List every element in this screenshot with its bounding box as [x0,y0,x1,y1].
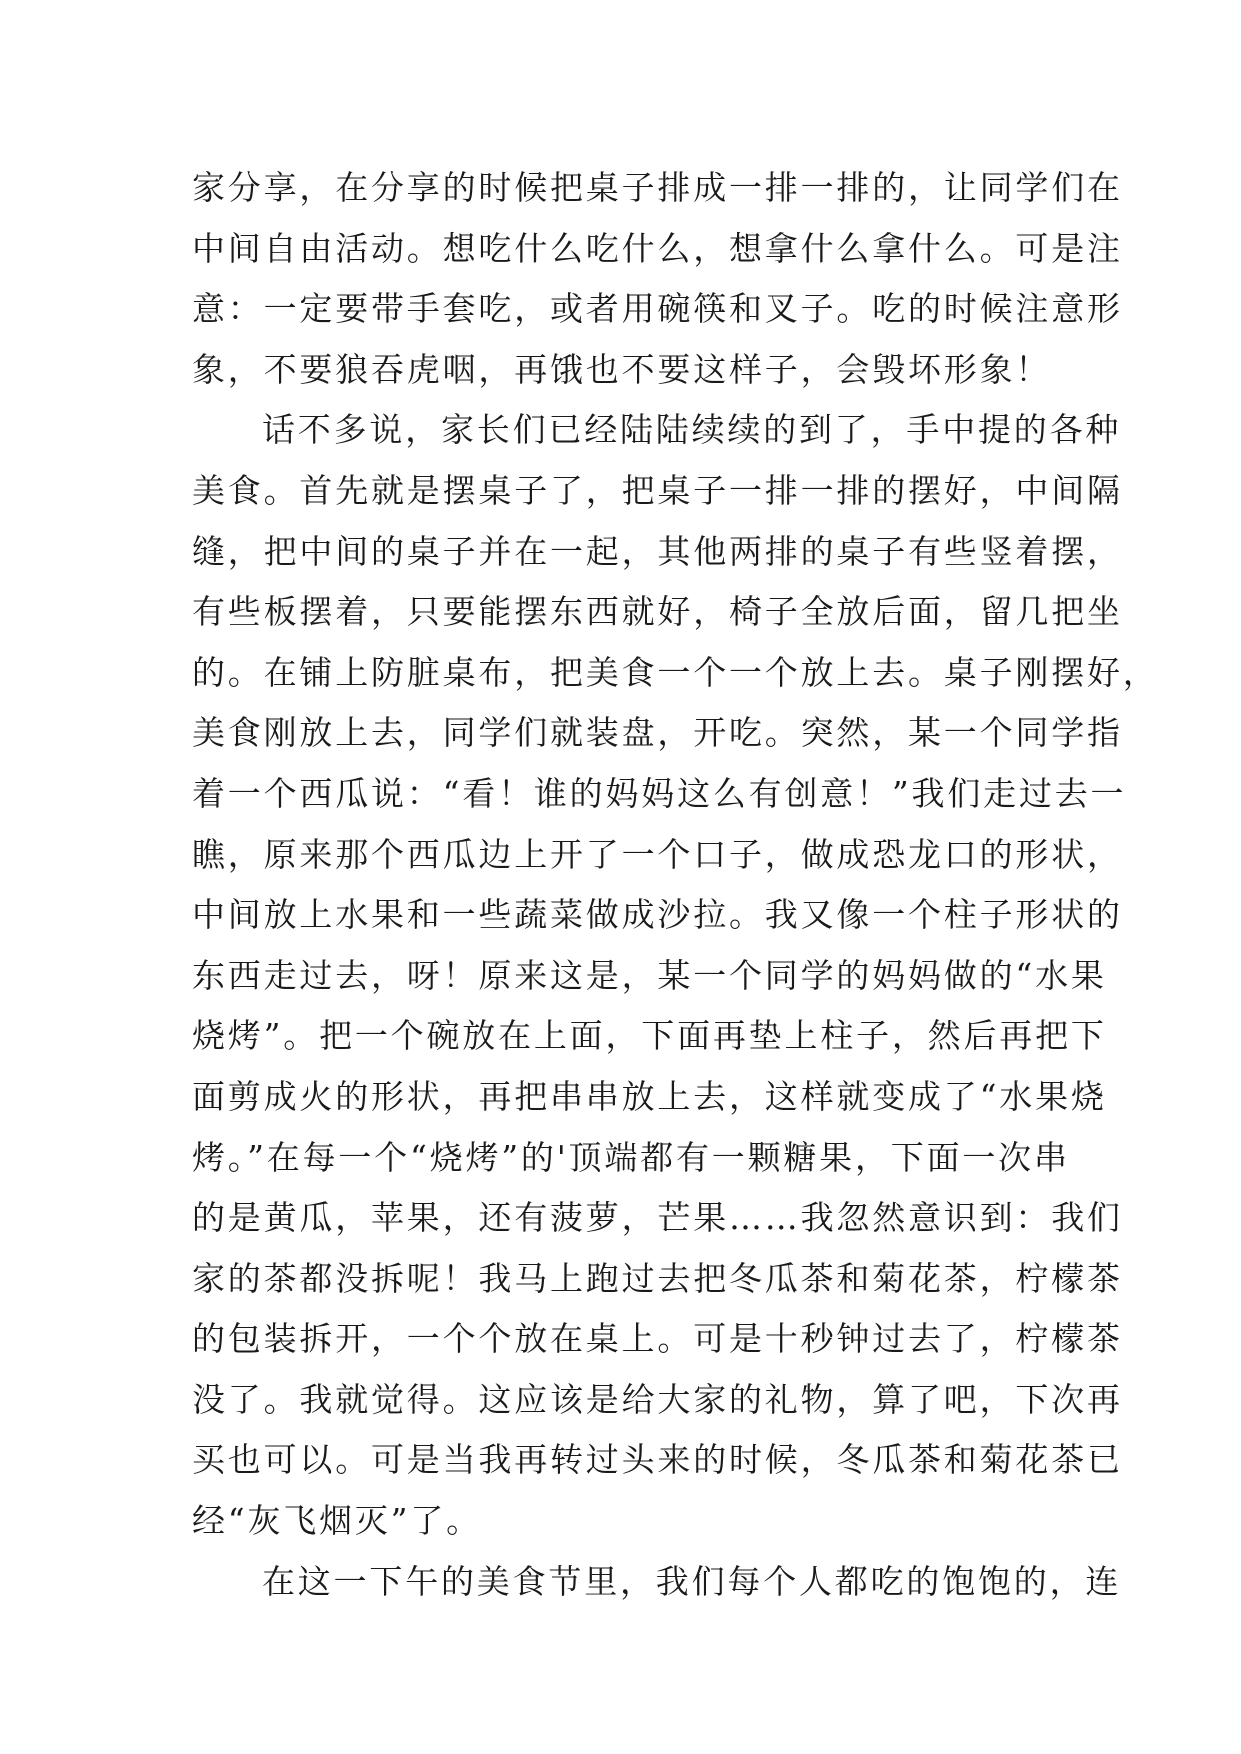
text-line: 买也可以。可是当我再转过头来的时候，冬瓜茶和菊花茶已 [192,1440,1123,1480]
text-line: 瞧，原来那个西瓜边上开了一个口子，做成恐龙口的形状， [192,834,1123,874]
text-line: 美食刚放上去，同学们就装盘，开吃。突然，某一个同学指 [192,713,1123,753]
text-line: 面剪成火的形状，再把串串放上去，这样就变成了“水果烧 [192,1076,1107,1116]
text-line: 着一个西瓜说：“看！谁的妈妈这么有创意！”我们走过去一 [192,773,1127,813]
text-line: 话不多说，家长们已经陆陆续续的到了，手中提的各种 [262,410,1122,450]
text-line: 意：一定要带手套吃，或者用碗筷和叉子。吃的时候注意形 [192,289,1123,329]
text-line: 缝，把中间的桌子并在一起，其他两排的桌子有些竖着摆， [192,531,1123,571]
text-line: 烧烤”。把一个碗放在上面，下面再垫上柱子，然后再把下 [192,1016,1107,1056]
text-line: 经“灰飞烟灭”了。 [192,1501,482,1541]
text-line: 的是黄瓜，苹果，还有菠萝，芒果……我忽然意识到：我们 [192,1198,1123,1238]
body-text [192,158,1159,1612]
text-line: 东西走过去，呀！原来这是，某一个同学的妈妈做的“水果 [192,955,1107,995]
text-line: 象，不要狼吞虎咽，再饿也不要这样子，会毁坏形象！ [192,349,1052,389]
text-line: 的。在铺上防脏桌布，把美食一个一个放上去。桌子刚摆好， [192,652,1159,692]
text-line: 中间放上水果和一些蔬菜做成沙拉。我又像一个柱子形状的 [192,895,1123,935]
text-line: 美食。首先就是摆桌子了，把桌子一排一排的摆好，中间隔 [192,470,1123,510]
paragraph [192,158,1123,400]
text-line: 的包装拆开，一个个放在桌上。可是十秒钟过去了，柠檬茶 [192,1319,1123,1359]
paragraph [192,1552,1122,1613]
text-line: 家分享，在分享的时候把桌子排成一排一排的，让同学们在 [192,168,1123,207]
text-line: 在这一下午的美食节里，我们每个人都吃的饱饱的，连 [262,1561,1122,1601]
text-line: 中间自由活动。想吃什么吃什么，想拿什么拿什么。可是注 [192,228,1123,268]
text-line: 没了。我就觉得。这应该是给大家的礼物，算了吧，下次再 [192,1379,1123,1419]
text-line: 有些板摆着，只要能摆东西就好，椅子全放后面，留几把坐 [192,592,1123,632]
paragraph [192,400,1159,1551]
text-line: 家的茶都没拆呢！我马上跑过去把冬瓜茶和菊花茶，柠檬茶 [192,1258,1123,1298]
text-line: 烤。”在每一个“烧烤”的'顶端都有一颗糖果，下面一次串 [192,1137,1070,1177]
